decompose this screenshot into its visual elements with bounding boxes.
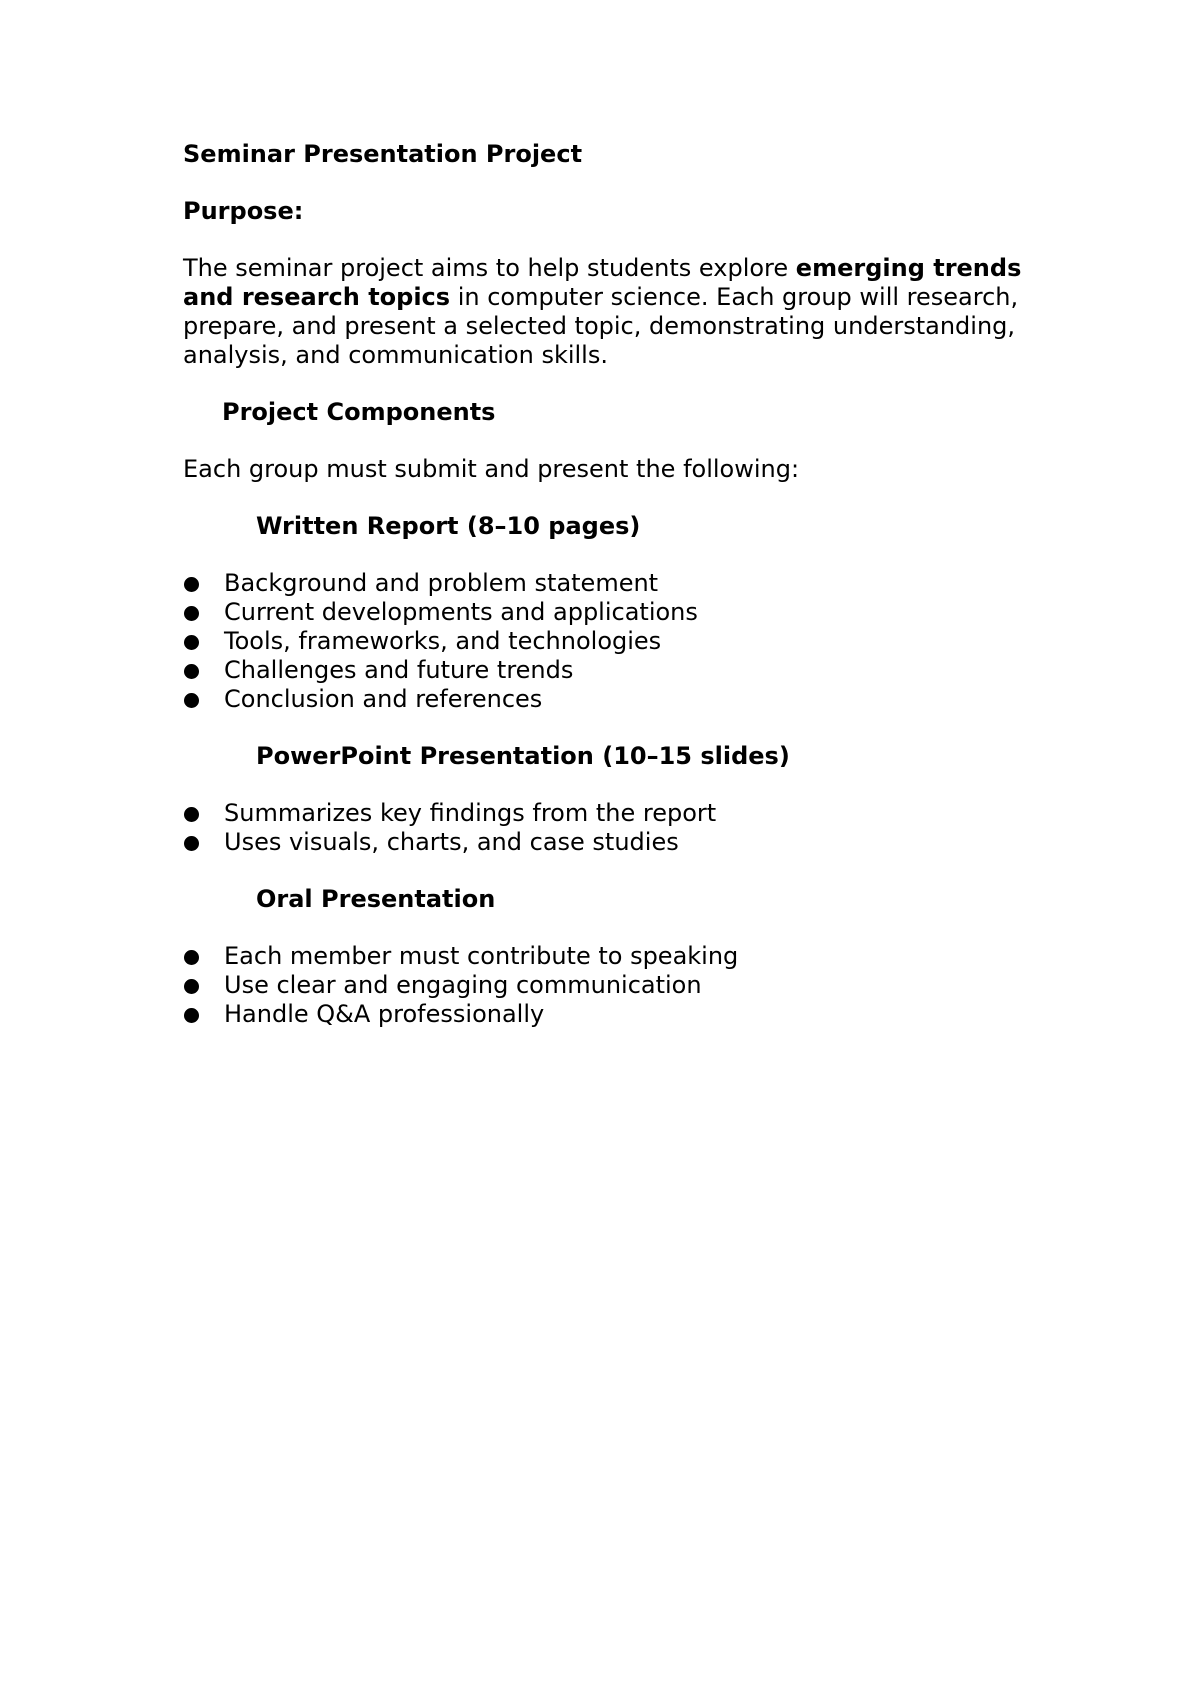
powerpoint-list — [183, 799, 1043, 857]
document-page — [183, 140, 1043, 1057]
purpose-text-after: in computer science. Each group will research, prepare, and present a selected topic, demonstrating understanding, analysis, and communication skills. — [183, 283, 1019, 369]
oral-presentation-list — [183, 942, 1043, 1029]
list-item — [183, 627, 1043, 656]
components-heading: Project Components — [222, 398, 496, 426]
list-item-text: Current developments and applications — [224, 598, 698, 626]
list-item-text: Handle Q&A professionally — [224, 1000, 545, 1028]
list-item-text: Tools, frameworks, and technologies — [224, 627, 662, 655]
bullet-icon — [184, 577, 199, 592]
section-heading-powerpoint: PowerPoint Presentation (10–15 slides) — [256, 742, 790, 770]
list-item-text: Use clear and engaging communication — [224, 971, 702, 999]
bullet-icon — [184, 950, 199, 965]
list-item — [183, 799, 1043, 828]
bullet-icon — [184, 836, 199, 851]
components-intro: Each group must submit and present the following: — [183, 455, 800, 483]
bullet-icon — [184, 693, 199, 708]
section-heading-oral-presentation: Oral Presentation — [256, 885, 496, 913]
section-heading-written-report: Written Report (8–10 pages) — [256, 512, 641, 540]
purpose-paragraph — [183, 254, 1043, 370]
written-report-list — [183, 569, 1043, 714]
purpose-text-bold: emerging trends and research topics — [183, 254, 1022, 311]
purpose-text-before: The seminar project aims to help students explore — [183, 254, 796, 282]
list-item-text: Summarizes key findings from the report — [224, 799, 717, 827]
bullet-icon — [184, 664, 199, 679]
list-item — [183, 598, 1043, 627]
list-item-text: Uses visuals, charts, and case studies — [224, 828, 679, 856]
bullet-icon — [184, 606, 199, 621]
list-item — [183, 1000, 1043, 1029]
list-item — [183, 828, 1043, 857]
purpose-label: Purpose: — [183, 197, 304, 225]
bullet-icon — [184, 807, 199, 822]
list-item — [183, 685, 1043, 714]
list-item — [183, 569, 1043, 598]
list-item-text: Background and problem statement — [224, 569, 659, 597]
list-item — [183, 971, 1043, 1000]
list-item-text: Each member must contribute to speaking — [224, 942, 739, 970]
document-title: Seminar Presentation Project — [183, 140, 583, 168]
list-item — [183, 942, 1043, 971]
list-item-text: Challenges and future trends — [224, 656, 574, 684]
bullet-icon — [184, 1008, 199, 1023]
bullet-icon — [184, 635, 199, 650]
list-item-text: Conclusion and references — [224, 685, 543, 713]
bullet-icon — [184, 979, 199, 994]
list-item — [183, 656, 1043, 685]
